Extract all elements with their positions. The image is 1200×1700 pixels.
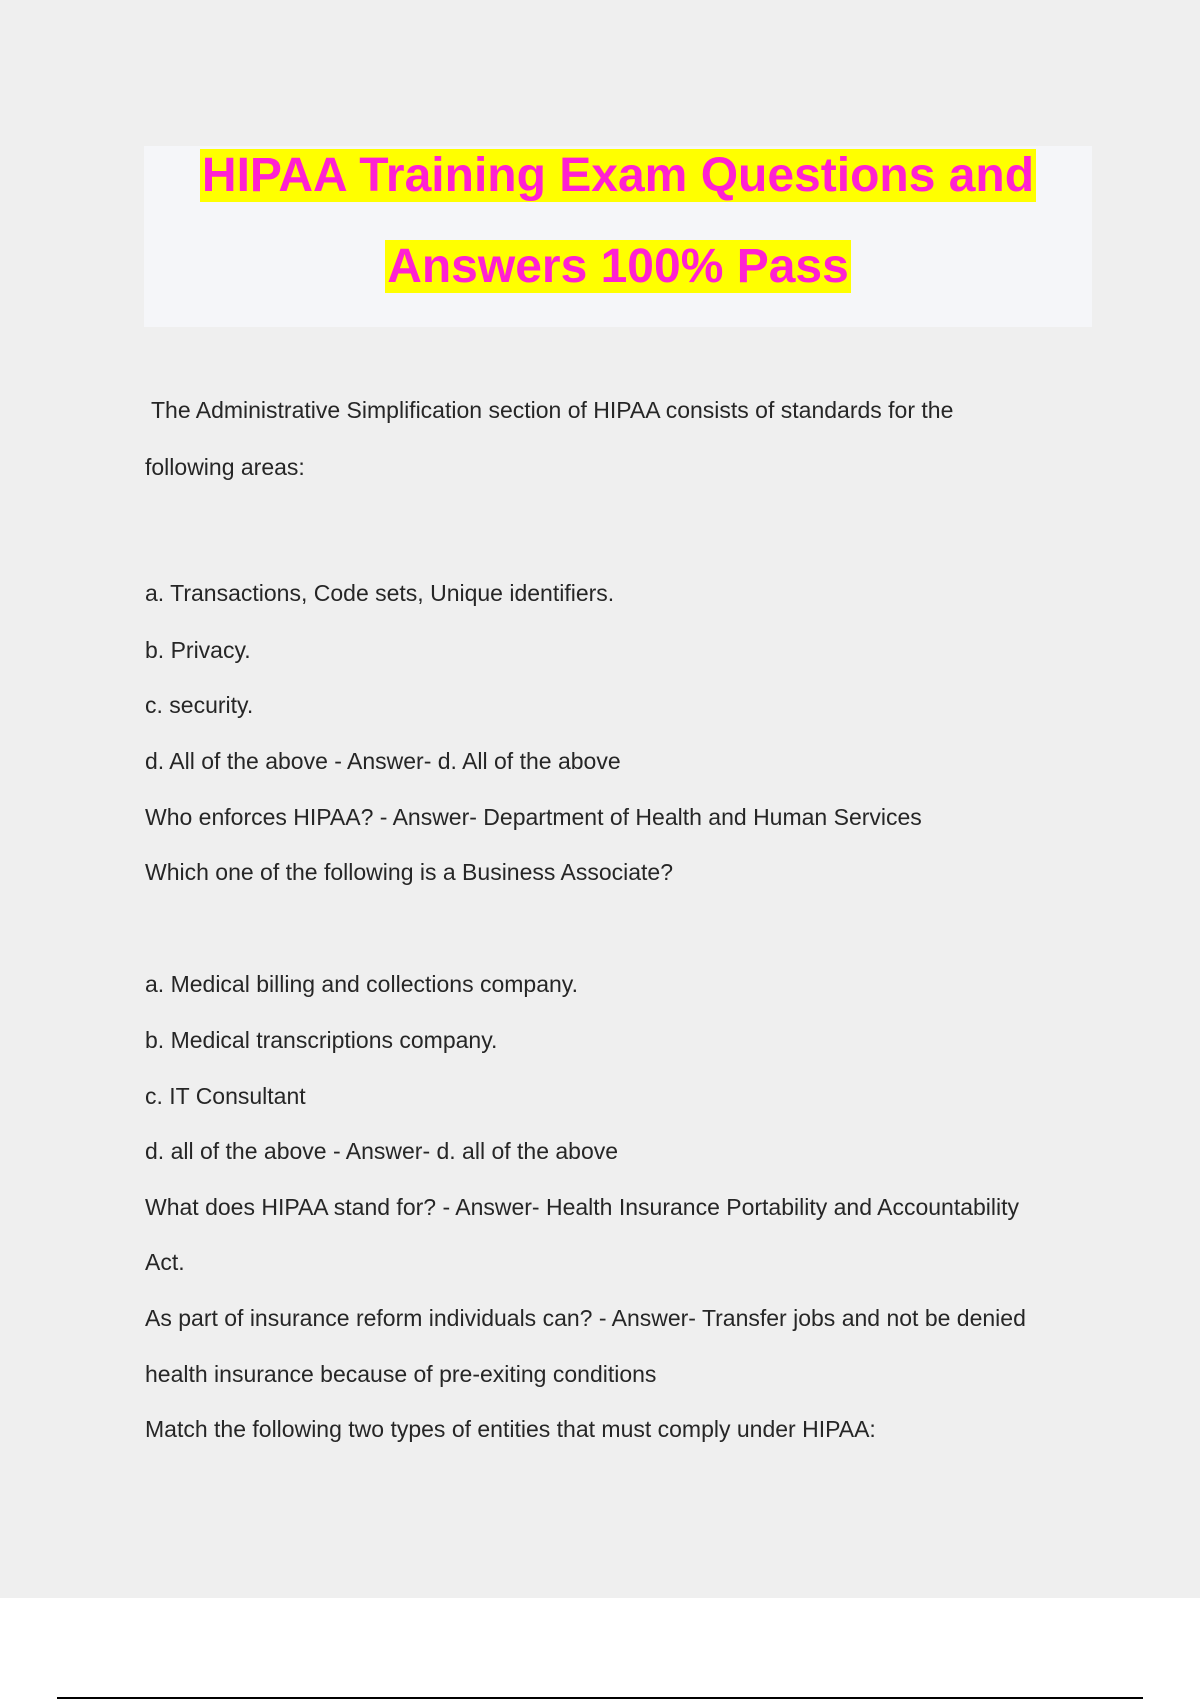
question-4: What does HIPAA stand for? - Answer- Health Insurance Portability and Accountability	[145, 1194, 1020, 1220]
title-line-2	[144, 237, 1092, 297]
question-5: As part of insurance reform individuals can? - Answer- Transfer jobs and not be denied	[145, 1305, 1026, 1331]
question-3-option-b: b. Medical transcriptions company.	[145, 1027, 498, 1053]
question-1-option-b: b. Privacy.	[145, 637, 251, 663]
question-1-intro-cont: following areas:	[145, 454, 305, 480]
question-3-option-a: a. Medical billing and collections company.	[145, 971, 578, 997]
title-line-1-text: HIPAA Training Exam Questions and	[201, 149, 1035, 202]
question-3-option-d-answer: d. all of the above - Answer- d. all of the above	[145, 1138, 619, 1164]
page-bottom-divider	[57, 1697, 1143, 1699]
question-4-cont: Act.	[145, 1249, 185, 1275]
question-3-intro: Which one of the following is a Business Associate?	[145, 859, 674, 885]
question-2: Who enforces HIPAA? - Answer- Department of Health and Human Services	[145, 804, 922, 830]
title-block	[144, 146, 1092, 327]
question-6: Match the following two types of entities that must comply under HIPAA:	[145, 1416, 876, 1442]
title-line-2-text: Answers 100% Pass	[387, 240, 849, 293]
question-1-option-d-answer: d. All of the above - Answer- d. All of the above	[145, 748, 621, 774]
title-line-1	[144, 146, 1092, 206]
question-1-option-c: c. security.	[145, 692, 254, 718]
question-3-option-c: c. IT Consultant	[145, 1083, 306, 1109]
question-5-cont: health insurance because of pre-exiting conditions	[145, 1361, 657, 1387]
question-1-option-a: a. Transactions, Code sets, Unique identifiers.	[145, 580, 615, 606]
question-1-intro: The Administrative Simplification section of HIPAA consists of standards for the	[145, 397, 954, 423]
